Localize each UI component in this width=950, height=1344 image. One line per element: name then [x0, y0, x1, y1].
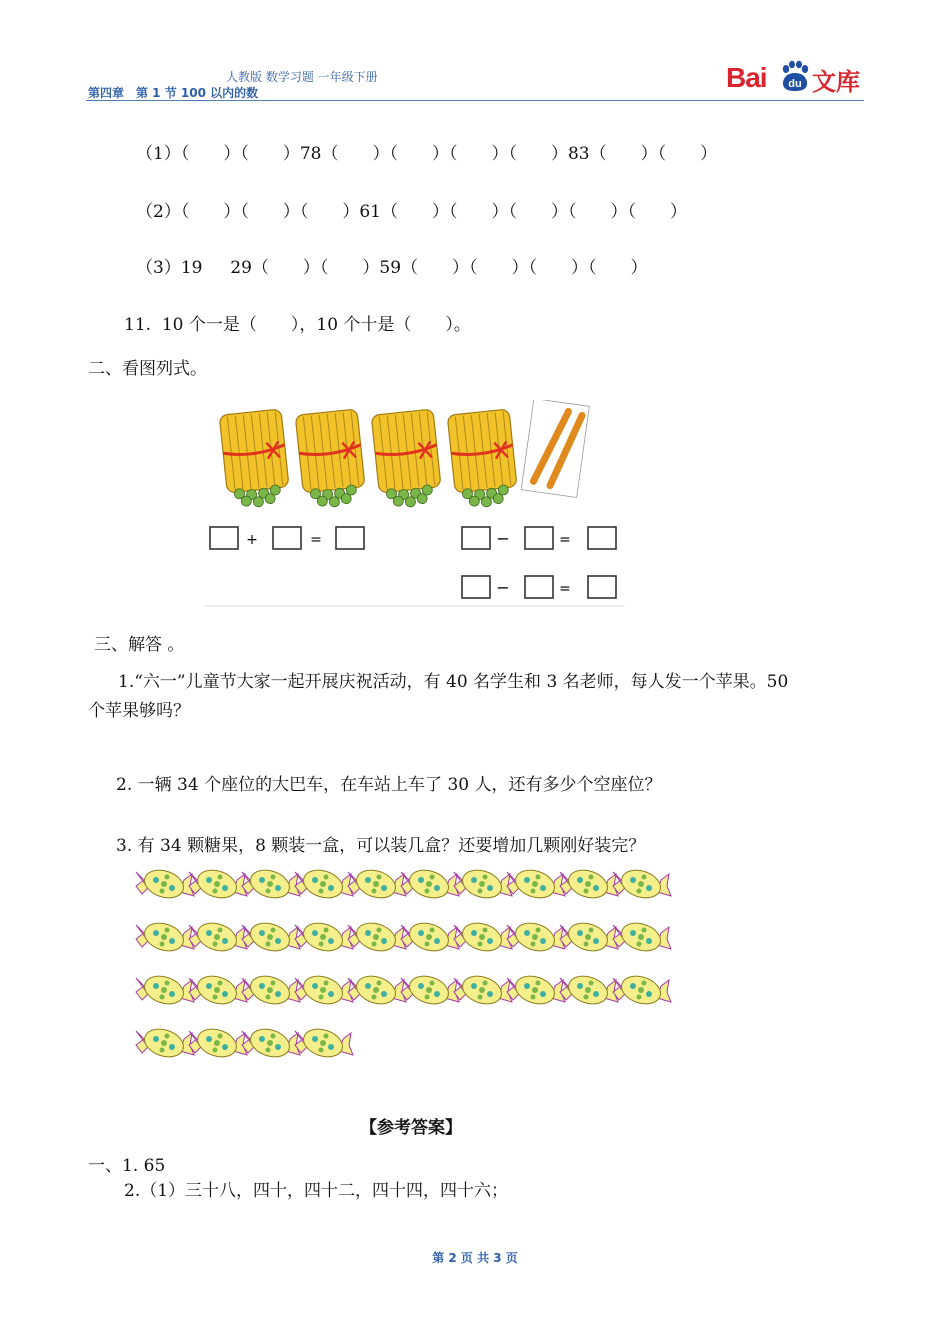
plus-sign: + — [246, 532, 258, 548]
header-rule — [86, 100, 864, 101]
candy — [242, 865, 300, 902]
logo-ku-text: 文库 — [812, 68, 860, 96]
candy — [613, 971, 671, 1008]
candy — [295, 865, 353, 902]
candy — [613, 918, 671, 955]
candy — [560, 865, 618, 902]
candy — [242, 971, 300, 1008]
candy — [401, 918, 459, 955]
candy — [136, 918, 194, 955]
candy — [454, 865, 512, 902]
candy — [189, 865, 247, 902]
paw-icon — [778, 60, 812, 94]
sequence-row-1: （1）（ ）（ ）78（ ）（ ）（ ）（ ）83（ ）（ ） — [136, 144, 718, 164]
section-3-title: 三、解答 。 — [94, 635, 185, 655]
candy — [348, 971, 406, 1008]
logo-du-text: du — [788, 78, 802, 90]
candy — [560, 918, 618, 955]
candy — [189, 971, 247, 1008]
candy — [401, 865, 459, 902]
candies-figure — [130, 862, 675, 1074]
bundles-figure — [205, 400, 630, 610]
candy — [348, 865, 406, 902]
candy — [454, 971, 512, 1008]
candy — [295, 918, 353, 955]
candy — [136, 865, 194, 902]
question-11: 11. 10 个一是（ ），10 个十是（ ）。 — [124, 315, 471, 335]
candy — [136, 971, 194, 1008]
candy — [507, 918, 565, 955]
candy — [560, 971, 618, 1008]
candy — [507, 865, 565, 902]
candy — [613, 865, 671, 902]
candy — [189, 918, 247, 955]
answers-title: 【参考答案】 — [360, 1118, 462, 1138]
equals-sign-1: = — [310, 532, 322, 548]
minus-sign-2: − — [496, 578, 510, 597]
sequence-row-3: （3）19 29（ ）（ ）59（ ）（ ）（ ）（ ） — [136, 258, 648, 278]
page-footer: 第 2 页 共 3 页 — [432, 1251, 518, 1265]
minus-sign-1: − — [496, 529, 510, 548]
question-1-line-1: 1.“六一”儿童节大家一起开展庆祝活动，有 40 名学生和 3 名老师，每人发一个苹果。50 — [118, 672, 789, 692]
logo-bai-text: Bai — [726, 62, 767, 93]
equals-sign-3: = — [559, 581, 571, 597]
candy — [295, 971, 353, 1008]
candy — [295, 1024, 353, 1061]
equals-sign-2: = — [559, 532, 571, 548]
candy — [136, 1024, 194, 1061]
header-chapter: 第四章 第 1 节 100 以内的数 — [88, 86, 259, 100]
baidu-wenku-logo — [726, 46, 866, 98]
question-2: 2. 一辆 34 个座位的大巴车，在车站上车了 30 人，还有多少个空座位？ — [116, 775, 662, 795]
question-1-line-2: 个苹果够吗？ — [88, 701, 190, 721]
question-3: 3. 有 34 颗糖果，8 颗装一盒，可以装几盒？还要增加几颗刚好装完？ — [116, 836, 646, 856]
candy — [189, 1024, 247, 1061]
candy — [242, 918, 300, 955]
section-2-title: 二、看图列式。 — [88, 359, 207, 379]
candy — [401, 971, 459, 1008]
candy — [242, 1024, 300, 1061]
candy — [454, 918, 512, 955]
header-subtitle: 人教版 数学习题 一年级下册 — [226, 70, 378, 84]
candy — [507, 971, 565, 1008]
answer-line-2: 2.（1）三十八，四十，四十二，四十四，四十六； — [124, 1181, 509, 1201]
candy — [348, 918, 406, 955]
sequence-row-2: （2）（ ）（ ）（ ）61（ ）（ ）（ ）（ ）（ ） — [136, 202, 687, 222]
answer-line-1: 一、1. 65 — [88, 1156, 166, 1176]
